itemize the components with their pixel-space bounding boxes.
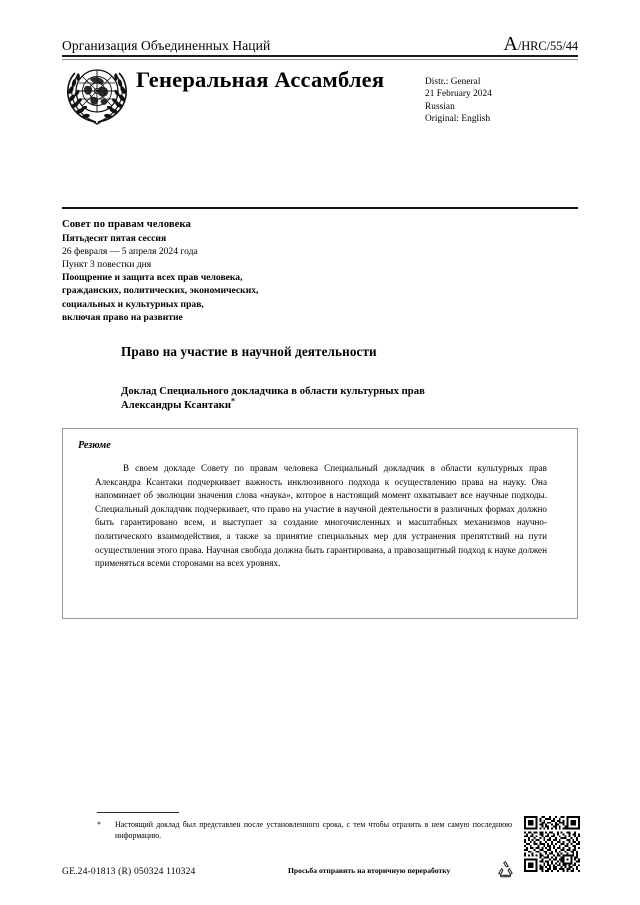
recycling-symbol-icon [495,859,516,880]
qr-code-icon [524,816,580,872]
organization-line [62,34,578,54]
distribution-block [425,76,492,125]
distribution-type: Distr.: General [425,77,481,87]
document-symbol-prefix: A [503,33,518,55]
document-reference-code: GE.24-01813 (R) 050324 110324 [62,866,196,877]
footnote-marker: * [97,820,101,829]
recycle-note: Просьба отправить на вторичную переработку [288,866,451,875]
un-emblem-icon [62,62,132,126]
report-title: Право на участие в научной деятельности [121,344,377,359]
agenda-title-line-4: включая право на развитие [62,311,183,323]
council-name: Совет по правам человека [62,219,191,230]
session-divider-rule [62,207,578,209]
agenda-item: Пункт 3 повестки дня [62,259,152,271]
agenda-title-line-1: Поощрение и защита всех прав человека, [62,272,243,284]
report-subtitle [121,385,541,414]
footnote-text: Настоящий доклад был представлен после установленного срока, с тем чтобы отразить в нем самую последнюю информацию. [115,820,512,841]
organization-name: Организация Объединенных Наций [62,38,271,53]
summary-text: В своем докладе Совету по правам человека Специальный докладчик в области культурных прав Александра Ксантаки подчеркивает важность инклюзивного подхода к осуществлению права на науку. Она напоминает об эволюции значения слова «наука», которое в настоящий момент охватывает все научные подходы. Специальный докладчик подчеркивает, что право на участие в научной деятельности в различных формах должно быть гарантировано всем, и выступает за создание многочисленных и масштабных механизмов научно-политического взаимодействия, а также за принятие специальных мер для устранения препятствий на пути осуществления этого права. Научная свобода должна быть гарантирована, а правозащитный подход к науке должен применяться всеми сторонами на всех уровнях. [95,463,547,569]
report-subtitle-line-2: Александры Ксантаки [121,400,231,412]
distribution-language: Russian [425,101,455,112]
document-masthead [62,34,578,144]
agenda-title-line-2: гражданских, политических, экономических, [62,285,259,297]
distribution-original: Original: English [425,113,491,124]
masthead-rule-hairline [62,59,578,60]
report-footnote-marker: * [230,396,236,406]
masthead-rule-thick [62,55,578,57]
session-dates: 26 февраля — 5 апреля 2024 года [62,246,198,258]
session-number: Пятьдесят пятая сессия [62,233,167,245]
document-symbol-suffix: /HRC/55/44 [517,39,578,53]
summary-box [62,428,578,619]
agenda-title-line-3: социальных и культурных прав, [62,298,204,310]
session-block [62,218,462,324]
assembly-title: Генеральная Ассамблея [136,67,385,92]
report-subtitle-line-1: Доклад Специального докладчика в области культурных прав [121,386,425,397]
summary-label: Резюме [78,440,111,451]
footnote-separator-rule [97,812,179,813]
document-symbol [503,34,578,54]
footnote [97,819,512,842]
distribution-date: 21 February 2024 [425,89,492,100]
